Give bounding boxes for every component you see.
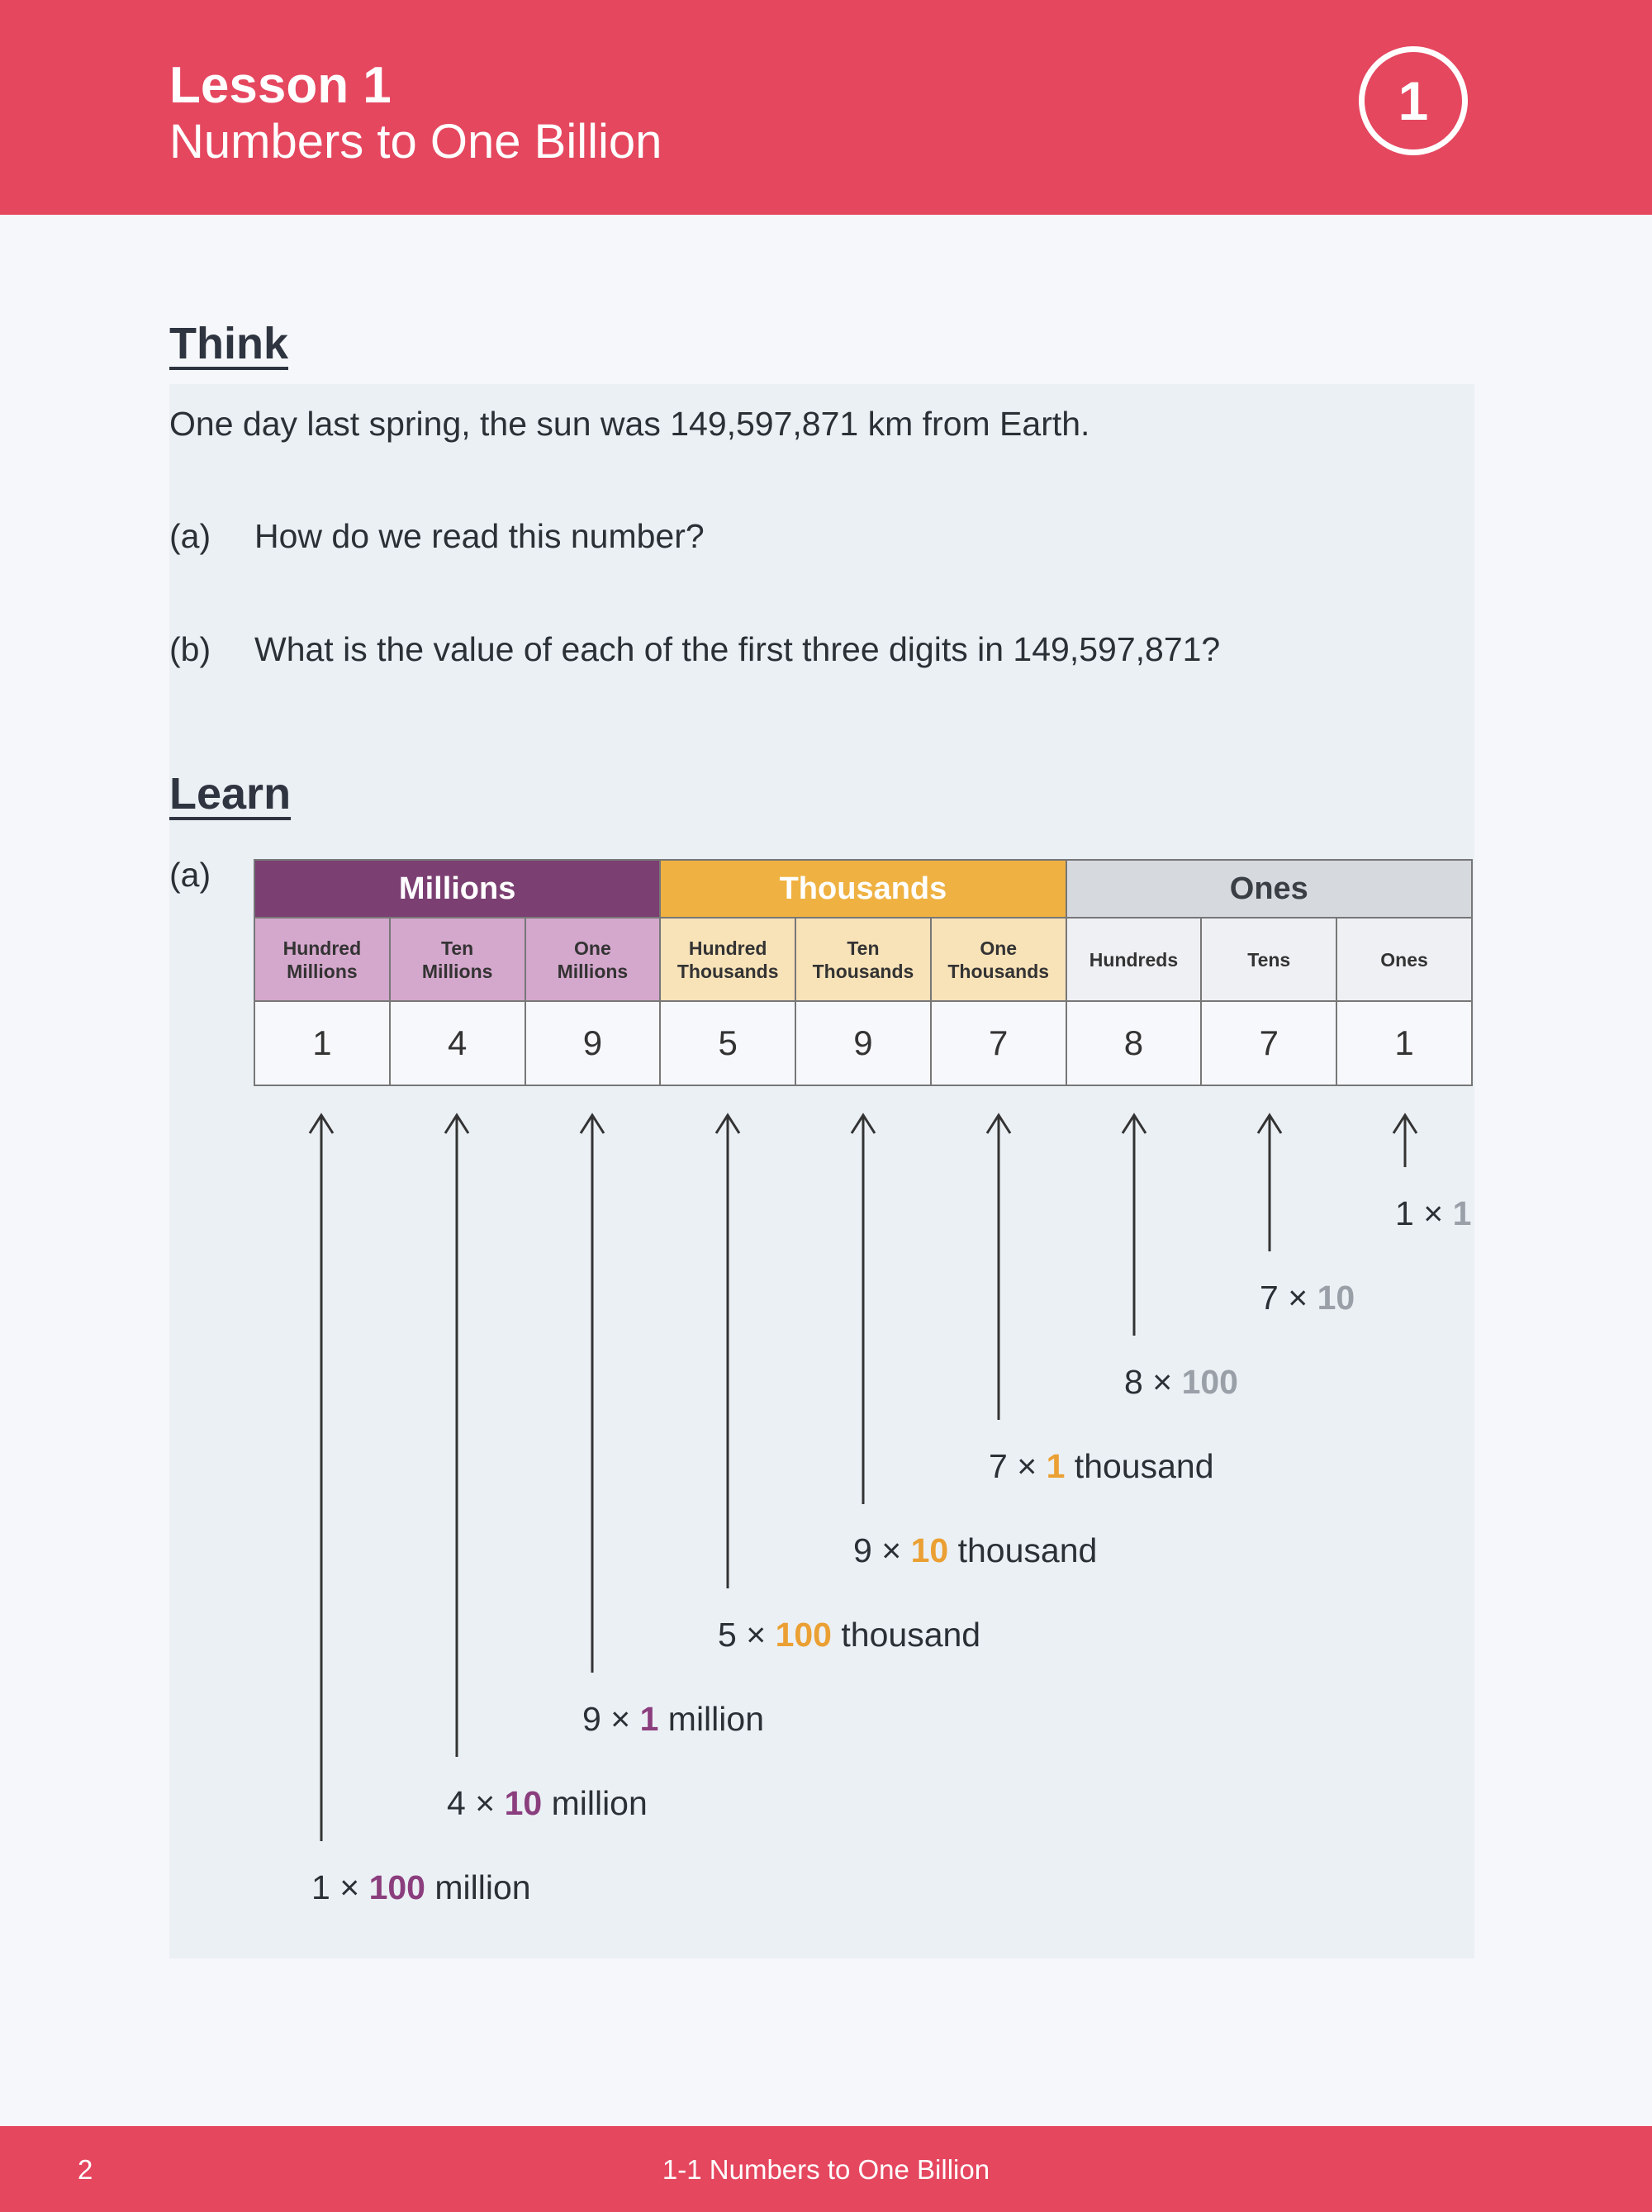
- place-header-word: Thousands: [947, 960, 1050, 982]
- digit-cell: 1: [1336, 1001, 1472, 1085]
- label-digit: 9: [853, 1531, 872, 1569]
- place-header-word: Ten: [441, 937, 474, 959]
- arrow: [1258, 1115, 1281, 1251]
- label-unit: thousand: [841, 1616, 981, 1654]
- place-value-label: [311, 1868, 531, 1907]
- label-multiplier: 10: [504, 1784, 543, 1822]
- digit-cell: 4: [390, 1001, 525, 1085]
- label-digit: 7: [1260, 1279, 1279, 1317]
- digit-cell: 8: [1066, 1001, 1202, 1085]
- digit-cell: 9: [525, 1001, 661, 1085]
- think-text: One day last spring, the sun was 149,597,871 km from Earth.: [169, 405, 1090, 443]
- place-header-word: Ones: [1380, 948, 1428, 971]
- place-header-word: Millions: [421, 960, 493, 982]
- question-a-label: (a): [169, 517, 211, 555]
- place-header-word: Hundred: [282, 937, 362, 959]
- label-times: ×: [339, 1868, 360, 1906]
- digit-cell: 9: [795, 1001, 931, 1085]
- arrow: [987, 1115, 1010, 1420]
- place-header-word: Hundreds: [1089, 948, 1179, 971]
- digit-cell: 7: [931, 1001, 1066, 1085]
- question-a: How do we read this number?: [254, 517, 705, 555]
- arrow: [716, 1115, 739, 1588]
- digit-cell: 5: [660, 1001, 795, 1085]
- place-value-label: [1124, 1363, 1238, 1402]
- label-times: ×: [746, 1616, 767, 1654]
- label-multiplier: 100: [775, 1616, 832, 1654]
- place-header-word: One: [980, 937, 1018, 959]
- label-times: ×: [881, 1531, 902, 1569]
- place-header-word: Thousands: [676, 960, 779, 982]
- place-header-word: Tens: [1247, 948, 1291, 971]
- place-header-word: Hundred: [688, 937, 767, 959]
- label-multiplier: 100: [1181, 1363, 1238, 1401]
- arrow: [581, 1115, 604, 1673]
- place-value-label: [447, 1784, 648, 1823]
- arrow: [445, 1115, 468, 1757]
- label-multiplier: 10: [1317, 1279, 1355, 1317]
- page-number: 2: [78, 2154, 93, 2185]
- think-heading: Think: [169, 319, 288, 368]
- place-value-label: [582, 1700, 764, 1739]
- arrow: [1393, 1115, 1417, 1167]
- place-value-label: [1395, 1194, 1478, 1233]
- label-multiplier: 100: [368, 1868, 425, 1906]
- label-multiplier: 10: [910, 1531, 949, 1569]
- label-multiplier: 1: [1452, 1194, 1472, 1232]
- lesson-number: Lesson 1: [169, 57, 392, 114]
- label-times: ×: [475, 1784, 496, 1822]
- question-b-label: (b): [169, 630, 211, 668]
- place-value-label: [1260, 1279, 1355, 1317]
- place-value-label: [989, 1447, 1214, 1486]
- group-millions: Millions: [254, 860, 660, 918]
- arrow: [310, 1115, 333, 1841]
- place-value-label: [853, 1531, 1097, 1570]
- label-multiplier: 1: [1046, 1447, 1066, 1485]
- place-header-word: Thousands: [812, 960, 914, 982]
- label-times: ×: [1017, 1447, 1037, 1485]
- label-unit: thousand: [957, 1531, 1098, 1569]
- label-unit: thousand: [1074, 1447, 1214, 1485]
- label-times: ×: [1423, 1194, 1444, 1232]
- group-ones: Ones: [1066, 860, 1472, 918]
- label-unit: million: [434, 1868, 531, 1906]
- label-digit: 9: [582, 1700, 601, 1738]
- label-digit: 7: [989, 1447, 1008, 1485]
- footer-section: 1-1 Numbers to One Billion: [662, 2154, 990, 2185]
- arrow: [852, 1115, 875, 1504]
- place-header-word: Millions: [287, 960, 358, 982]
- label-digit: 1: [1395, 1194, 1414, 1232]
- label-digit: 5: [718, 1616, 737, 1654]
- learn-part-a: (a): [169, 856, 211, 894]
- place-header-word: One: [574, 937, 611, 959]
- digit-cell: 1: [254, 1001, 390, 1085]
- label-multiplier: 1: [639, 1700, 659, 1738]
- question-b: What is the value of each of the first three digits in 149,597,871?: [254, 630, 1221, 668]
- place-header-word: Millions: [557, 960, 629, 982]
- label-digit: 1: [311, 1868, 330, 1906]
- place-header-word: Ten: [847, 937, 880, 959]
- digit-cell: 7: [1201, 1001, 1336, 1085]
- label-times: ×: [1288, 1279, 1308, 1317]
- label-digit: 8: [1124, 1363, 1143, 1401]
- group-thousands: Thousands: [660, 860, 1066, 918]
- label-unit: million: [551, 1784, 648, 1822]
- label-unit: million: [667, 1700, 764, 1738]
- footer: [0, 2126, 1652, 2212]
- lesson-title: Numbers to One Billion: [169, 115, 662, 169]
- lesson-badge: 1: [1359, 46, 1468, 155]
- label-times: ×: [1152, 1363, 1173, 1401]
- label-times: ×: [610, 1700, 631, 1738]
- learn-heading: Learn: [169, 769, 292, 819]
- label-digit: 4: [447, 1784, 466, 1822]
- arrow: [1123, 1115, 1146, 1336]
- place-value-label: [718, 1616, 980, 1654]
